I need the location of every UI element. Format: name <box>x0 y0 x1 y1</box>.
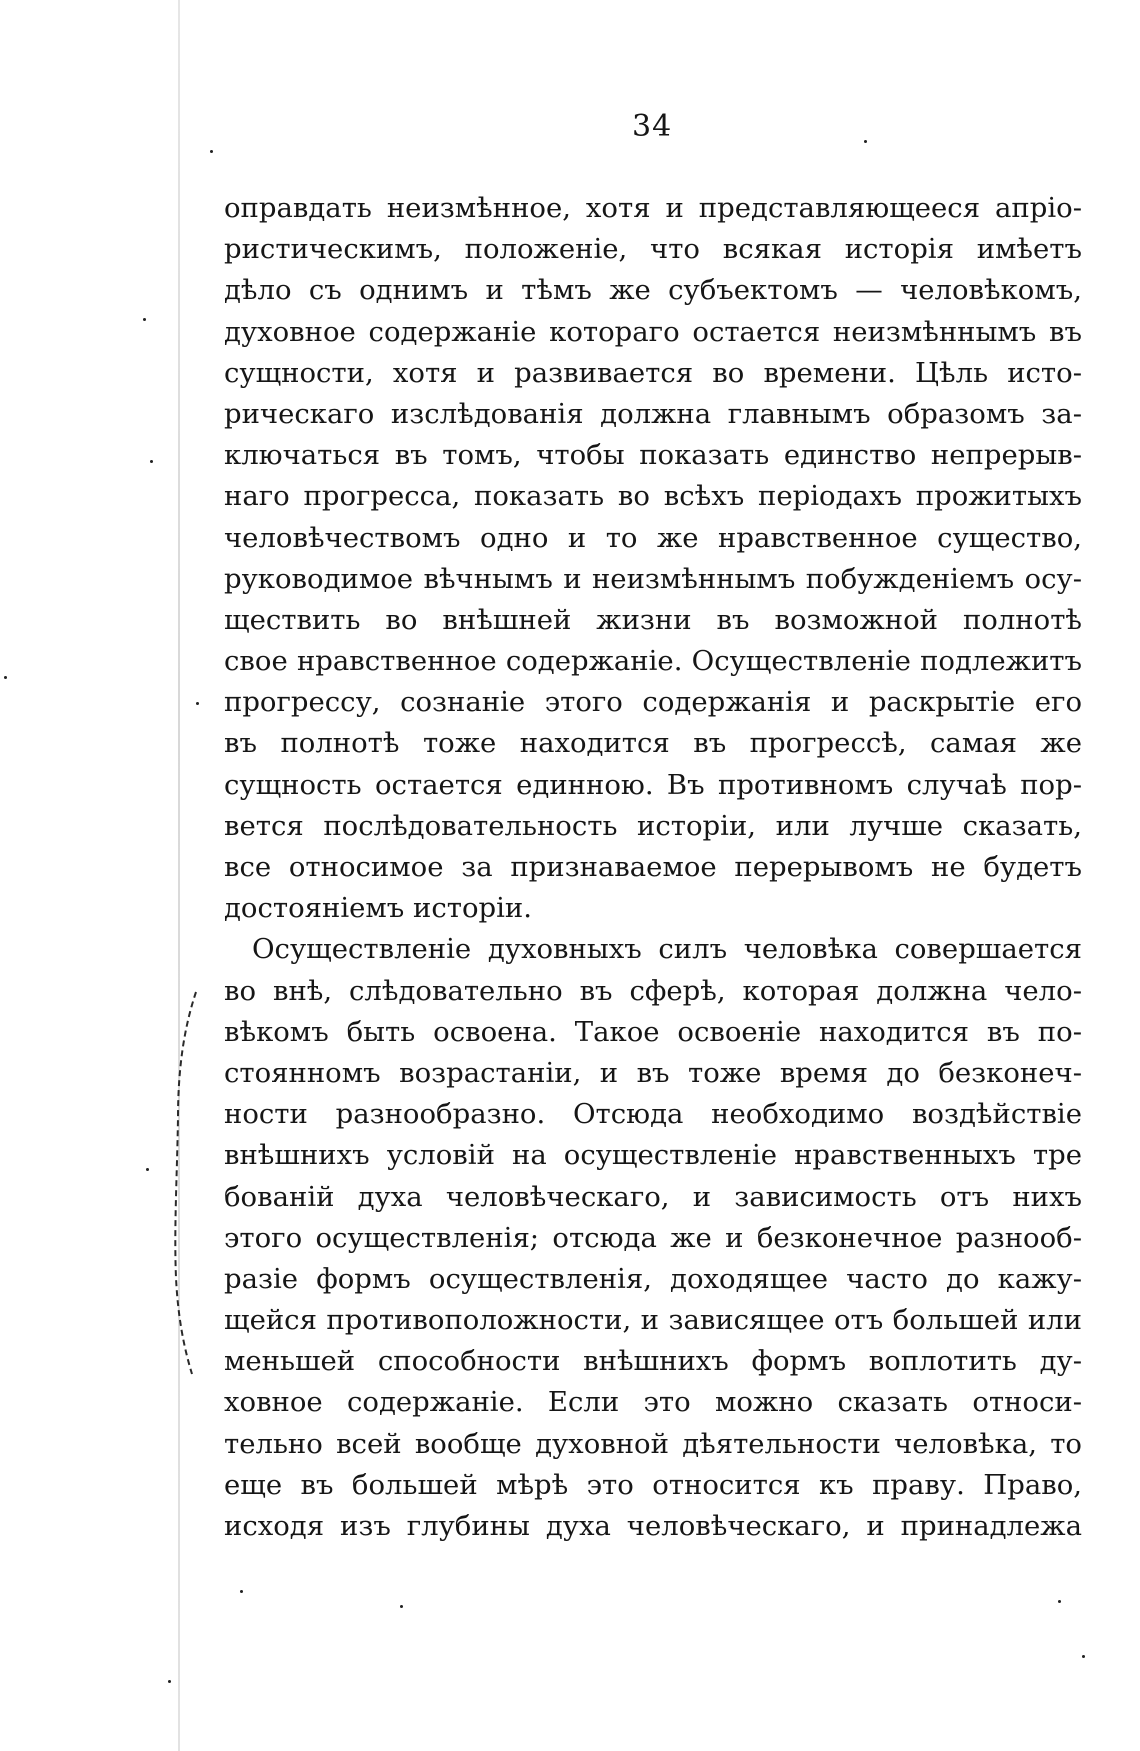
print-speck <box>143 318 146 321</box>
paragraph-start-line: Осуществленіе духовныхъ силъ человѣка совершается <box>252 933 1082 966</box>
text-line: оправдать неизмѣнное, хотя и представляющееся апріо- <box>224 192 1082 224</box>
text-line: ховное содержаніе. Если это можно сказать относи- <box>224 1386 1082 1419</box>
paragraph-end-line: достояніемъ исторіи. <box>224 892 533 925</box>
text-line: дѣло съ однимъ и тѣмъ же субъектомъ — человѣкомъ, <box>224 274 1082 307</box>
text-line: ществить во внѣшней жизни въ возможной полнотѣ <box>224 603 1082 636</box>
text-line: все относимое за признаваемое перерывомъ не будетъ <box>224 851 1082 883</box>
print-speck <box>1082 1655 1085 1658</box>
text-line: ристическимъ, положеніе, что всякая исторія имѣетъ <box>224 233 1082 266</box>
print-speck <box>196 702 199 705</box>
text-line: тельно всей вообще духовной дѣятельности человѣка, то <box>224 1427 1082 1460</box>
text-line: щейся противоположности, и зависящее отъ большей или <box>224 1304 1082 1337</box>
print-speck <box>864 140 867 143</box>
print-speck <box>150 460 153 463</box>
text-line: ности разнообразно. Отсюда необходимо воздѣйствіе <box>224 1098 1082 1131</box>
text-line: ключаться въ томъ, чтобы показать единство непрерыв- <box>224 439 1082 472</box>
text-line: человѣчествомъ одно и то же нравственное существо, <box>224 521 1082 554</box>
text-line: вѣкомъ быть освоена. Такое освоеніе находится въ по- <box>224 1015 1082 1048</box>
text-line: разіе формъ осуществленія, доходящее часто до кажу- <box>224 1262 1082 1295</box>
text-line: меньшей способности внѣшнихъ формъ воплотить ду- <box>224 1345 1082 1378</box>
text-line: еще въ большей мѣрѣ это относится къ праву. Право, <box>224 1468 1082 1501</box>
print-speck <box>400 1605 403 1608</box>
text-line: наго прогресса, показать во всѣхъ періодахъ прожитыхъ <box>224 480 1082 513</box>
margin-pencil-bracket <box>166 988 206 1378</box>
text-line: сущность остается единною. Въ противномъ случаѣ пор- <box>224 768 1082 801</box>
text-line: бованій духа человѣческаго, и зависимость отъ нихъ <box>224 1180 1082 1213</box>
print-speck <box>1058 1600 1061 1603</box>
text-line: стоянномъ возрастаніи, и въ тоже время до безконеч- <box>224 1056 1082 1089</box>
text-line: духовное содержаніе котораго остается неизмѣннымъ въ <box>224 315 1082 348</box>
text-line: этого осуществленія; отсюда же и безконечное разнооб- <box>224 1221 1082 1254</box>
text-line: рическаго изслѣдованія должна главнымъ образомъ за- <box>224 397 1082 430</box>
text-line: вется послѣдовательность исторіи, или лучше сказать, <box>224 809 1082 842</box>
text-line: внѣшнихъ условій на осуществленіе нравственныхъ тре <box>224 1139 1082 1172</box>
text-line: руководимое вѣчнымъ и неизмѣннымъ побужденіемъ осу- <box>224 562 1082 595</box>
print-speck <box>4 676 7 679</box>
print-speck <box>210 150 213 153</box>
page-edge-shadow <box>178 0 180 1751</box>
print-speck <box>168 1680 171 1683</box>
text-line: сущности, хотя и развивается во времени. Цѣль исто- <box>224 356 1082 389</box>
print-speck <box>146 1168 149 1171</box>
text-line: въ полнотѣ тоже находится въ прогрессѣ, самая же <box>224 727 1082 760</box>
text-line: свое нравственное содержаніе. Осуществленіе подлежитъ <box>224 645 1082 678</box>
page-number: 34 <box>632 109 673 144</box>
text-line: исходя изъ глубины духа человѣческаго, и принадлежа <box>224 1510 1082 1542</box>
body-text <box>224 188 1082 1547</box>
text-line: прогрессу, сознаніе этого содержанія и раскрытіе его <box>224 686 1082 719</box>
print-speck <box>240 1590 243 1593</box>
text-line: во внѣ, слѣдовательно въ сферѣ, которая должна чело- <box>224 974 1082 1007</box>
